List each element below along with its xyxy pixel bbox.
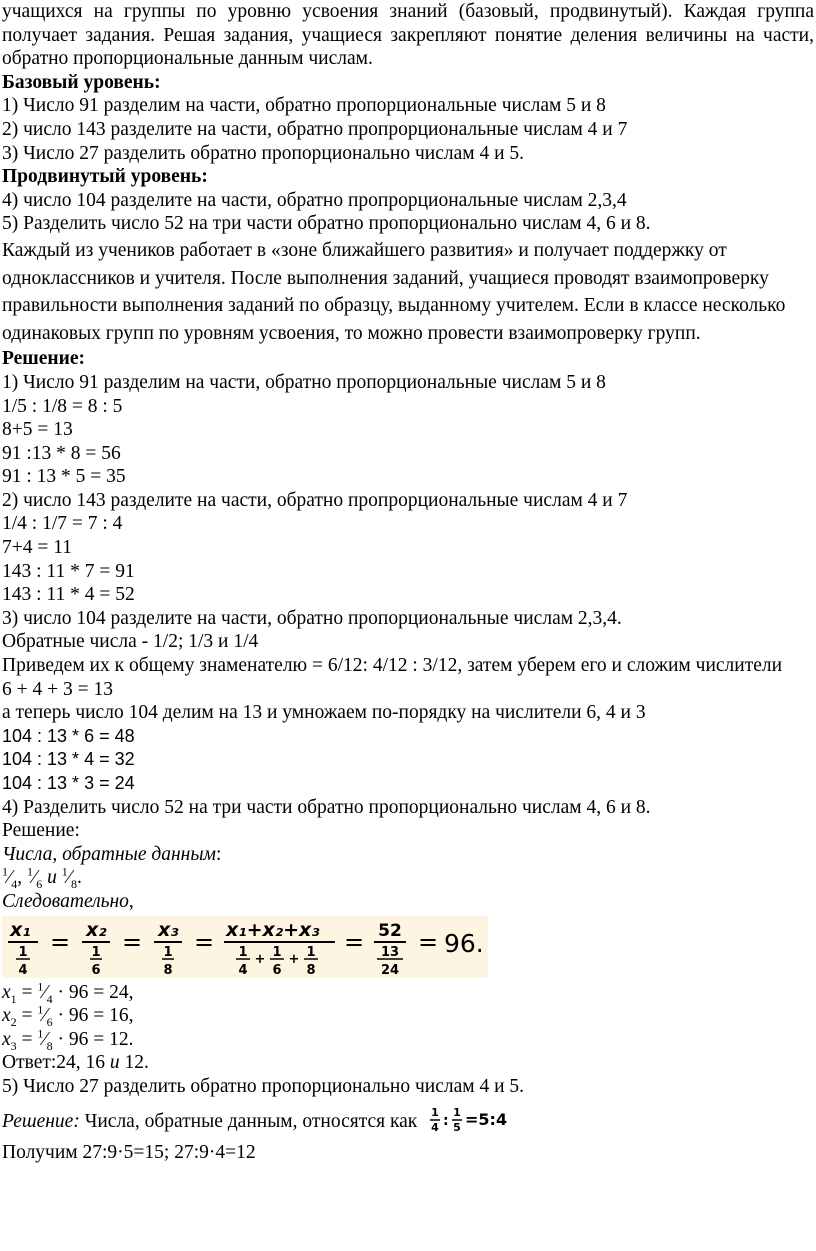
solution5-line: Решение: Числа, обратные данным, относятся как 1 4 1 5 : =5:4 [2,1105,814,1142]
inverse-fractions-line: $^1⁄_4$, $^1⁄_6$ и $^1⁄_8$. [2,864,82,892]
basic-level-heading: Базовый уровень: [2,71,161,93]
svg-text:1: 1 [91,944,101,960]
advanced-task: 4) число 104 разделите на части, обратно пропрорциональные числам 2,3,4 [2,189,627,211]
basic-task: 3) Число 27 разделить обратно пропорционально числам 4 и 5. [2,142,525,164]
proportion-formula [2,916,488,978]
solution-line: 6 + 4 + 3 = 13 [2,678,113,700]
calc-line: 104 : 13 * 3 = 24 [2,773,135,793]
solution-line: 143 : 11 * 4 = 52 [2,584,135,606]
solution-line: 1) Число 91 разделим на части, обратно пропорциональные числам 5 и 8 [2,371,606,393]
svg-text:1: 1 [238,944,248,960]
solution-line: а теперь число 104 делим на 13 и умножаем по-порядку на числители 6, 4 и 3 [2,702,646,724]
x-result-line: $x_3$ = $^1⁄_8 \cdot 96 = 12$. [2,1026,134,1053]
svg-text:13: 13 [380,944,400,960]
svg-text:=: = [49,927,71,956]
formula-x2: x₂ [86,918,107,941]
formula-x3: x₃ [158,918,179,941]
ratio-formula [428,1105,548,1142]
solution-heading: Решение: [2,348,86,370]
inverse-numbers-line: Числа, обратные данным: [2,843,222,865]
svg-text:1: 1 [272,944,282,960]
solution-line: Приведем их к общему знаменателю = 6/12: 4/12 : 3/12, затем уберем его и сложим числители [2,655,783,677]
svg-text:+: + [254,951,266,967]
formula-x1: x₁ [10,918,31,941]
solution-line: 2) число 143 разделите на части, обратно пропрорциональные числам 4 и 7 [2,489,628,511]
solution5-final: Получим 27:9·5=15; 27:9·4=12 [2,1142,256,1164]
svg-text::: : [443,1112,449,1129]
svg-text:6: 6 [91,962,101,978]
solution-line: 3) число 104 разделите на части, обратно пропорциональные числам 2,3,4. [2,607,622,629]
solution4-heading: 4) Разделить число 52 на три части обратно пропорционально числам 4, 6 и 8. [2,796,651,818]
document [2,0,814,1165]
intro-paragraph: учащихся на группы по уровню усвоения знаний (базовый, продвинутый). Каждая группа получает задания. Решая задания, учащиеся закрепляют понятие деления величины на части, обратно пропорциональные данным числам. [2,1,814,70]
svg-text:4: 4 [238,962,248,978]
x-result-line: $x_1$ = $^1⁄_4 \cdot 96 = 24$, [2,979,134,1006]
work-paragraph: Каждый из учеников работает в «зоне ближайшего развития» и получает поддержку от одноклассников и учителя. После выполнения заданий, учащиеся проводят взаимопроверку правильности выполнения заданий по образцу, выданному учителем. Если в классе несколько одинаковых групп по уровням усвоения, то можно провести взаимопроверку групп. [2,239,786,344]
svg-text:+: + [288,951,300,967]
svg-text:=: = [343,927,365,956]
svg-text:4: 4 [18,962,28,978]
solution-line: Обратные числа - 1/2; 1/3 и 1/4 [2,631,259,653]
solution-line: 7+4 = 11 [2,537,73,559]
svg-text:52: 52 [378,920,402,941]
calc-line: 104 : 13 * 4 = 32 [2,749,135,770]
svg-text:6: 6 [272,962,282,978]
svg-text:8: 8 [163,962,173,978]
solution-line: 1/4 : 1/7 = 7 : 4 [2,513,123,535]
svg-text:=5:4: =5:4 [465,1109,508,1129]
advanced-task: 5) Разделить число 52 на три части обратно пропорционально числам 4, 6 и 8. [2,213,651,235]
svg-text:1: 1 [18,944,28,960]
solution-line: 8+5 = 13 [2,419,73,441]
solution-line: 143 : 11 * 7 = 91 [2,560,135,582]
svg-text:1: 1 [163,944,173,960]
svg-text:1: 1 [453,1105,461,1119]
solution-line: 1/5 : 1/8 = 8 : 5 [2,395,123,417]
advanced-level-heading: Продвинутый уровень: [2,166,208,188]
svg-text:24: 24 [380,962,400,978]
hence-line: Следовательно, [2,890,134,912]
inverse-label: Числа, обратные данным [2,843,216,865]
svg-text:=: = [417,927,439,956]
svg-text:4: 4 [431,1120,439,1134]
formula-result: 96. [444,928,484,958]
svg-text:5: 5 [453,1120,461,1134]
svg-text:1: 1 [306,944,316,960]
basic-task: 2) число 143 разделите на части, обратно пропрорциональные числам 4 и 7 [2,118,628,140]
solution-line: 91 : 13 * 5 = 35 [2,466,126,488]
calc-line: 104 : 13 * 6 = 48 [2,725,135,746]
svg-text:8: 8 [306,962,316,978]
svg-text:=: = [121,927,143,956]
solution4-label: Решение: [2,820,80,842]
formula-sum: x₁+x₂+x₃ [226,918,320,941]
x-result-line: $x_2$ = $^1⁄_6 \cdot 96 = 16$, [2,1002,134,1030]
basic-task: 1) Число 91 разделим на части, обратно пропорциональные числам 5 и 8 [2,95,606,117]
solution5-heading: 5) Число 27 разделить обратно пропорционально числам 4 и 5. [2,1075,525,1097]
svg-text:1: 1 [431,1105,439,1119]
svg-text:=: = [193,927,215,956]
solution-line: 91 :13 * 8 = 56 [2,442,121,464]
answer-line: Ответ:24, 16 и 12. [2,1052,149,1074]
